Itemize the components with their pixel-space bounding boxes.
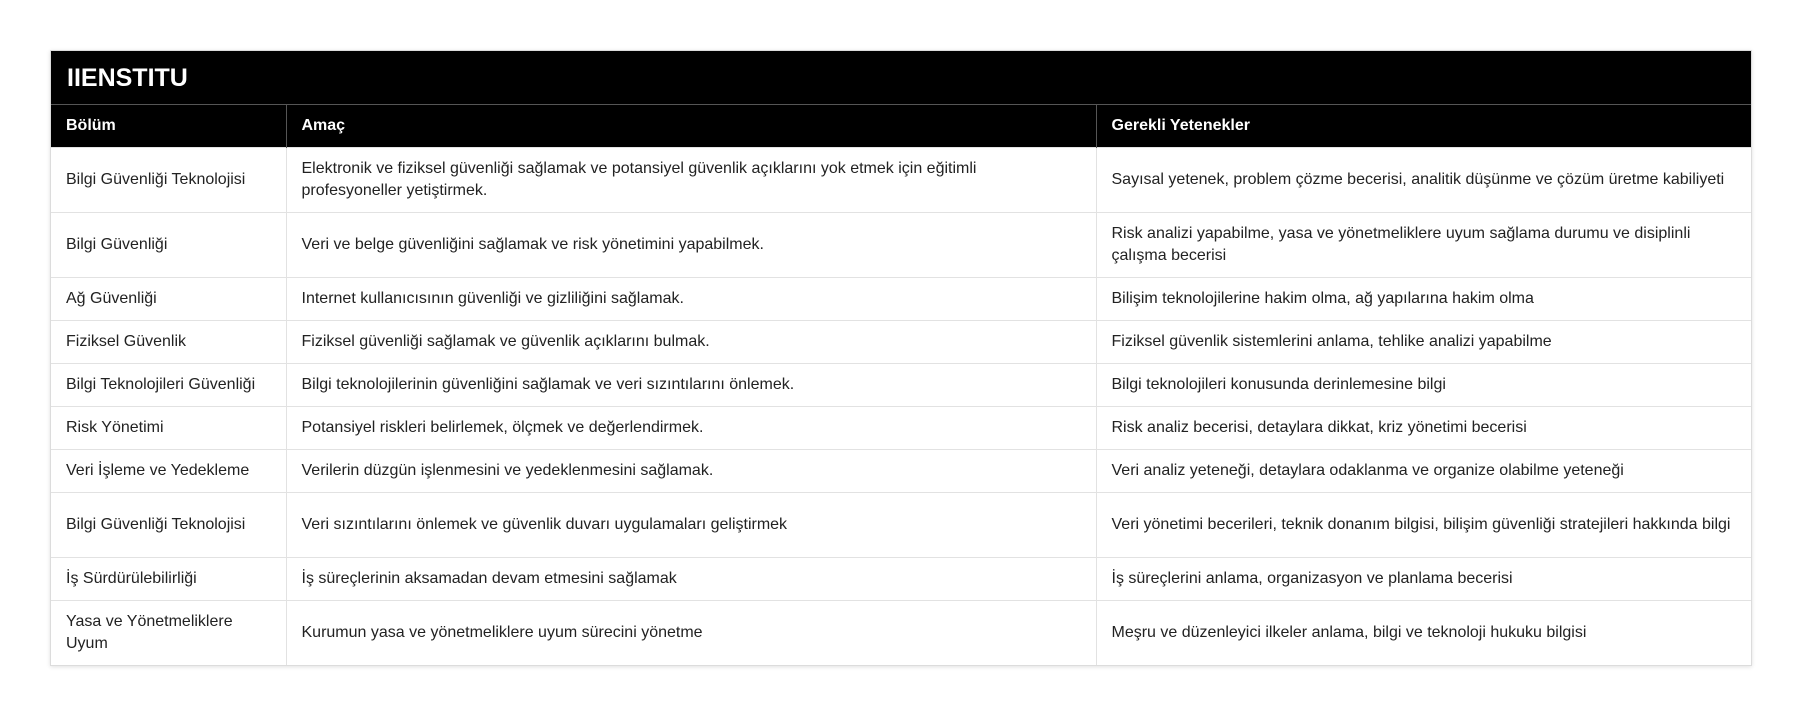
table-row [51,406,1751,449]
cell-skills: İş süreçlerini anlama, organizasyon ve planlama becerisi [1096,557,1751,600]
cell-skills: Sayısal yetenek, problem çözme becerisi, analitik düşünme ve çözüm üretme kabiliyeti [1096,147,1751,212]
cell-section: Ağ Güvenliği [51,277,286,320]
table-grid [51,105,1751,665]
table-row [51,449,1751,492]
cell-purpose: Elektronik ve fiziksel güvenliği sağlamak ve potansiyel güvenlik açıklarını yok etmek için eğitimli profesyoneller yetiştirmek. [286,147,1096,212]
cell-section: Risk Yönetimi [51,406,286,449]
cell-skills: Bilişim teknolojilerine hakim olma, ağ yapılarına hakim olma [1096,277,1751,320]
cell-skills: Veri yönetimi becerileri, teknik donanım bilgisi, bilişim güvenliği stratejileri hakkında bilgi [1096,492,1751,557]
cell-purpose: Fiziksel güvenliği sağlamak ve güvenlik açıklarını bulmak. [286,320,1096,363]
table-row [51,492,1751,557]
table-title: IIENSTITU [51,51,1751,105]
cell-purpose: Veri ve belge güvenliğini sağlamak ve risk yönetimini yapabilmek. [286,212,1096,277]
cell-skills: Risk analizi yapabilme, yasa ve yönetmeliklere uyum sağlama durumu ve disiplinli çalışma becerisi [1096,212,1751,277]
table-row [51,147,1751,212]
header-row [51,105,1751,147]
table-row [51,212,1751,277]
column-header-purpose: Amaç [286,105,1096,147]
cell-purpose: Kurumun yasa ve yönetmeliklere uyum sürecini yönetme [286,600,1096,665]
cell-section: Bilgi Teknolojileri Güvenliği [51,363,286,406]
table-row [51,277,1751,320]
cell-section: Fiziksel Güvenlik [51,320,286,363]
data-table [50,50,1752,666]
cell-section: İş Sürdürülebilirliği [51,557,286,600]
table-row [51,600,1751,665]
cell-section: Bilgi Güvenliği [51,212,286,277]
column-header-skills: Gerekli Yetenekler [1096,105,1751,147]
cell-purpose: Verilerin düzgün işlenmesini ve yedeklenmesini sağlamak. [286,449,1096,492]
cell-section: Veri İşleme ve Yedekleme [51,449,286,492]
table-row [51,363,1751,406]
column-header-section: Bölüm [51,105,286,147]
cell-skills: Fiziksel güvenlik sistemlerini anlama, tehlike analizi yapabilme [1096,320,1751,363]
cell-purpose: Veri sızıntılarını önlemek ve güvenlik duvarı uygulamaları geliştirmek [286,492,1096,557]
cell-purpose: Bilgi teknolojilerinin güvenliğini sağlamak ve veri sızıntılarını önlemek. [286,363,1096,406]
cell-skills: Bilgi teknolojileri konusunda derinlemesine bilgi [1096,363,1751,406]
cell-skills: Meşru ve düzenleyici ilkeler anlama, bilgi ve teknoloji hukuku bilgisi [1096,600,1751,665]
cell-section: Bilgi Güvenliği Teknolojisi [51,147,286,212]
table-row [51,320,1751,363]
cell-skills: Veri analiz yeteneği, detaylara odaklanma ve organize olabilme yeteneği [1096,449,1751,492]
cell-purpose: İş süreçlerinin aksamadan devam etmesini sağlamak [286,557,1096,600]
table-row [51,557,1751,600]
cell-skills: Risk analiz becerisi, detaylara dikkat, kriz yönetimi becerisi [1096,406,1751,449]
cell-purpose: Potansiyel riskleri belirlemek, ölçmek ve değerlendirmek. [286,406,1096,449]
cell-section: Yasa ve Yönetmeliklere Uyum [51,600,286,665]
cell-purpose: Internet kullanıcısının güvenliği ve gizliliğini sağlamak. [286,277,1096,320]
cell-section: Bilgi Güvenliği Teknolojisi [51,492,286,557]
